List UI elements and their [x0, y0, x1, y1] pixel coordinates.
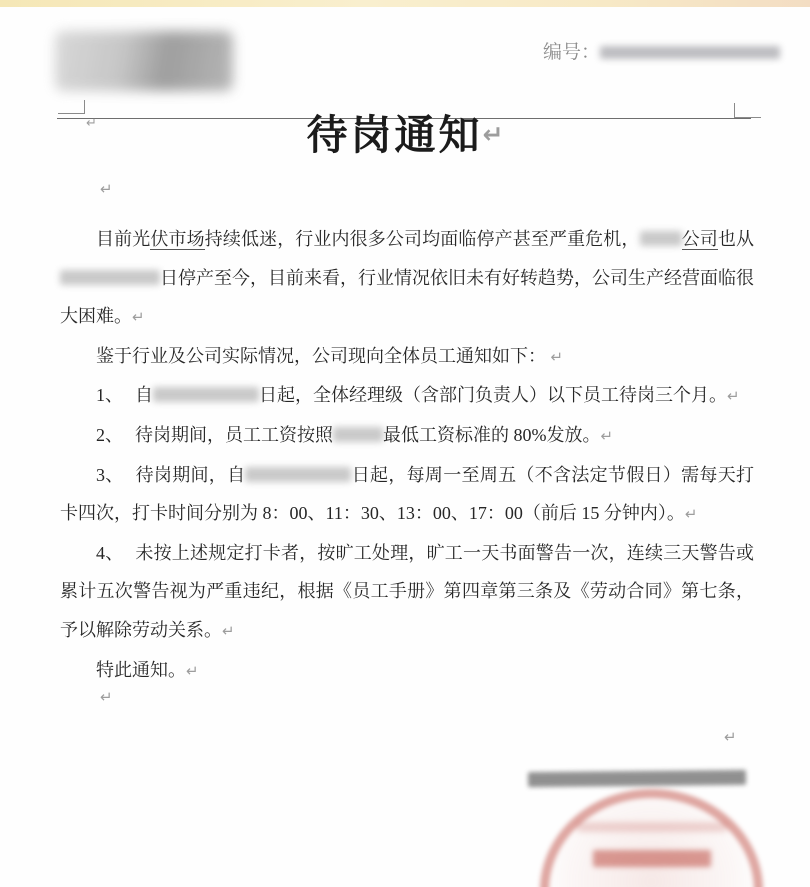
- underlined-text: 公司: [681, 229, 718, 249]
- paragraph-lead-in: [60, 337, 754, 377]
- seal-inner-text-redacted: [577, 822, 727, 832]
- empty-paragraph-mark: ↵: [100, 180, 113, 198]
- closing-note: [60, 651, 754, 691]
- item-text: 自: [135, 385, 153, 406]
- document-number-label: 编号：: [543, 42, 601, 63]
- redacted-signature-company-name: [528, 770, 746, 787]
- redacted-company-name: [640, 231, 682, 246]
- empty-paragraph-mark: ↵: [724, 728, 737, 746]
- underlined-text: 伏市场: [150, 229, 205, 249]
- official-seal-stamp: [540, 789, 763, 887]
- paragraph-mark: ↵: [482, 120, 504, 149]
- closing-text: 特此通知。: [96, 659, 186, 680]
- item-text: 最低工资标准的 80%发放。: [383, 424, 601, 445]
- item-text: 未按上述规定打卡者，按旷工处理，旷工一天书面警告一次，连续三天警告或累计五次警告视为严重违纪，根据《员工手册》第四章第三条及《劳动合同》第七条，予以解除劳动关系。: [60, 542, 755, 640]
- intro-text: 持续低迷，行业内很多公司均面临停产甚至严重危机，: [204, 229, 640, 249]
- intro-text: 目前光: [96, 229, 151, 249]
- list-item-4: [60, 534, 754, 651]
- paragraph-mark: ↵: [132, 308, 145, 327]
- intro-text: 日停产至今，目前来看，行业情况依旧未有好转趋势，公司生产经营面临很大困难。: [60, 267, 754, 327]
- seal-inner-text-redacted: [593, 850, 711, 867]
- redacted-furlough-start-date: [153, 387, 259, 402]
- paragraph-mark: ↵: [186, 661, 199, 680]
- item-number: 4、: [96, 542, 124, 563]
- paragraph-mark: ↵: [684, 505, 698, 524]
- lead-in-text: 鉴于行业及公司实际情况，公司现向全体员工通知如下：: [96, 345, 546, 366]
- list-item-1: [60, 376, 754, 416]
- paragraph-mark: ↵: [727, 387, 740, 406]
- redacted-clockin-start-date: [245, 467, 351, 482]
- page-title: [0, 102, 810, 161]
- redacted-region-name: [333, 427, 383, 442]
- item-text: 日起，全体经理级（含部门负责人）以下员工待岗三个月。: [259, 385, 727, 406]
- intro-text: 也从: [717, 229, 755, 249]
- redacted-company-logo: [55, 31, 233, 91]
- item-number: 2、: [96, 424, 123, 445]
- item-text: 日起，每周一至周五（不含法定节假日）需每天打卡四次，打卡时间分别为 8：00、11：30、13：00、17：00（前后 15 分钟内）。: [60, 464, 755, 524]
- redacted-stop-date: [60, 270, 160, 285]
- list-item-2: [60, 416, 754, 456]
- paragraph-mark: ↵: [222, 621, 235, 640]
- empty-paragraph-mark: ↵: [100, 688, 113, 706]
- paragraph-mark: ↵: [550, 347, 564, 366]
- item-number: 3、: [96, 464, 124, 485]
- photo-top-edge-band: [0, 0, 810, 7]
- item-number: 1、: [96, 385, 123, 406]
- list-item-3: [60, 456, 754, 534]
- paragraph-intro: [60, 220, 754, 337]
- page-title-text: 待岗通知: [306, 112, 483, 158]
- paragraph-mark: ↵: [600, 426, 614, 445]
- item-text: 待岗期间，自: [135, 464, 246, 485]
- notice-body: [60, 220, 754, 690]
- document-number-line: [543, 37, 780, 64]
- item-text: 待岗期间，员工工资按照: [135, 424, 333, 445]
- paragraph-mark: ↵: [86, 116, 97, 131]
- redacted-document-number: [600, 46, 780, 59]
